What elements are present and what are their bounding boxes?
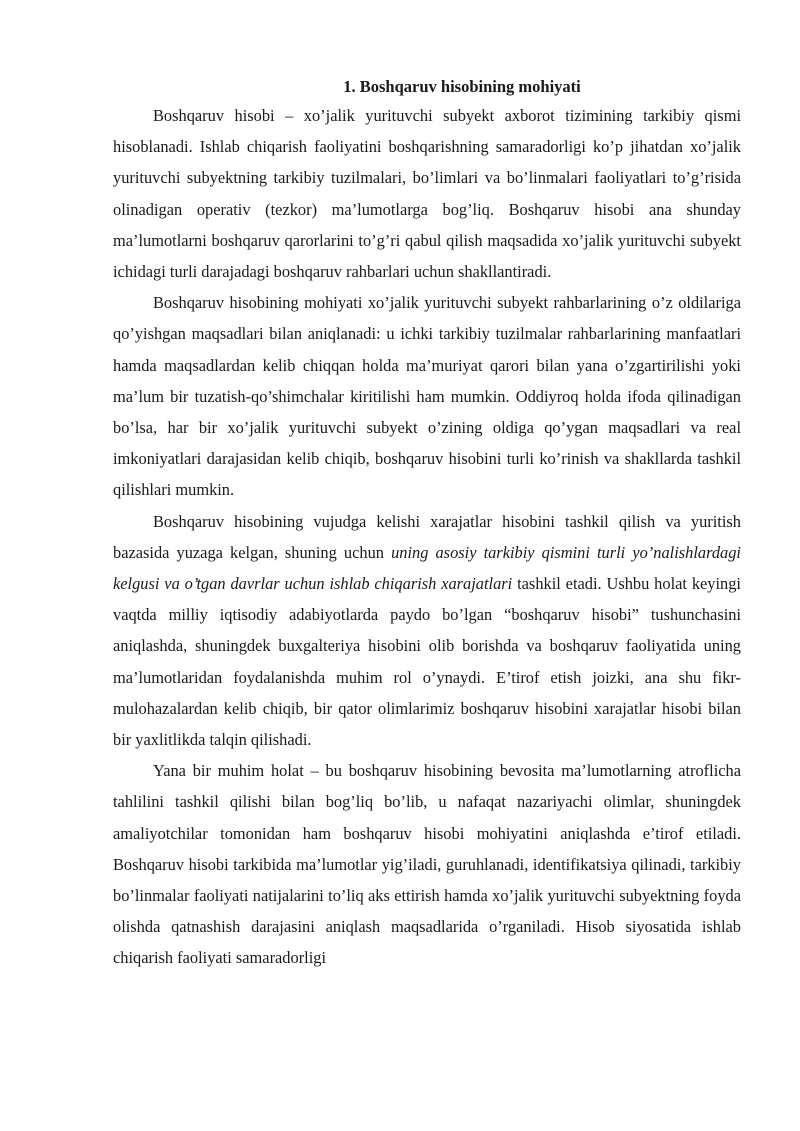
document-page — [113, 76, 741, 974]
paragraph-3-italic-phrase: uning asosiy tarkibiy qismini turli yo’nalishlardagi kelgusi va o’tgan davrlar uchun ishlab chiqarish xarajatlari — [113, 542, 741, 594]
paragraph-4: Yana bir muhim holat – bu boshqaruv hisobining bevosita ma’lumotlarning atroflicha tahlilini tashkil qilishi bilan bog’liq bo’lib, u nafaqat nazariyachi olimlar, shuningdek amaliyotchilar tomonidan ham boshqaruv hisobi mohiyatini aniqlashda e’tirof etiladi. Boshqaruv hisobi tarkibida ma’lumotlar yig’iladi, guruhlanadi, identifikatsiya qilinadi, tarkibiy bo’linmalar faoliyati natijalarini to’liq aks ettirish hamda xo’jalik yurituvchi subyektning foyda olishda qatnashish darajasini aniqlash maqsadlarida o’rganiladi. Hisob siyosatida ishlab chiqarish faoliyati samaradorligi — [113, 761, 741, 968]
paragraph-3 — [113, 506, 741, 756]
paragraph-3-text-start: Boshqaruv hisobining vujudga kelishi xarajatlar hisobini tashkil qilish va yuritish bazasida yuzaga kelgan, shuning uchun — [113, 511, 741, 562]
section-title: 1. Boshqaruv hisobining mohiyati — [343, 77, 581, 96]
paragraph-3-text-end: tashkil etadi. Ushbu holat keyingi vaqtda milliy iqtisodiy adabiyotlarda paydo bo’lgan “boshqaruv hisobi” tushunchasini aniqlashda, shuningdek buxgalteriya hisobini olib borishda va boshqaruv faoliyatida uning ma’lumotlaridan foydalanishda muhim rol o’ynaydi. E’tirof etish joizki, ana shu fikr-mulohazalardan kelib chiqib, bir qator olimlarimiz boshqaruv hisobini xarajatlar hisobi bilan bir yaxlitlikda talqin qilishadi. — [113, 574, 741, 750]
paragraph-1: Boshqaruv hisobi – xo’jalik yurituvchi subyekt axborot tizimining tarkibiy qismi hisoblanadi. Ishlab chiqarish faoliyatini boshqarishning samaradorligi ko’p jihatdan xo’jalik yurituvchi subyektning tarkibiy tuzilmalari, bo’limlari va bo’linmalari faoliyatlari to’g’risida olinadigan operativ (tezkor) ma’lumotlarga bog’liq. Boshqaruv hisobi ana shunday ma’lumotlarni boshqaruv qarorlarini to’g’ri qabul qilish maqsadida xo’jalik yurituvchi subyekt ichidagi turli darajadagi boshqaruv rahbarlari uchun shakllantiradi. — [113, 106, 741, 282]
paragraph-2: Boshqaruv hisobining mohiyati xo’jalik yurituvchi subyekt rahbarlarining o’z oldilariga qo’yishgan maqsadlari bilan aniqlanadi: u ichki tarkibiy tuzilmalar rahbarlarining manfaatlari hamda maqsadlardan kelib chiqqan holda ma’muriyat qarori bilan yana o’zgartirilishi yoki ma’lum bir tuzatish-qo’shimchalar kiritilishi ham mumkin. Oddiyroq holda ifoda qilinadigan bo’lsa, har bir xo’jalik yurituvchi subyekt o’zining oldiga qo’ygan maqsadlari va real imkoniyatlari darajasidan kelib chiqib, boshqaruv hisobini turli ko’rinish va shakllarda tashkil qilishlari mumkin. — [113, 293, 741, 500]
